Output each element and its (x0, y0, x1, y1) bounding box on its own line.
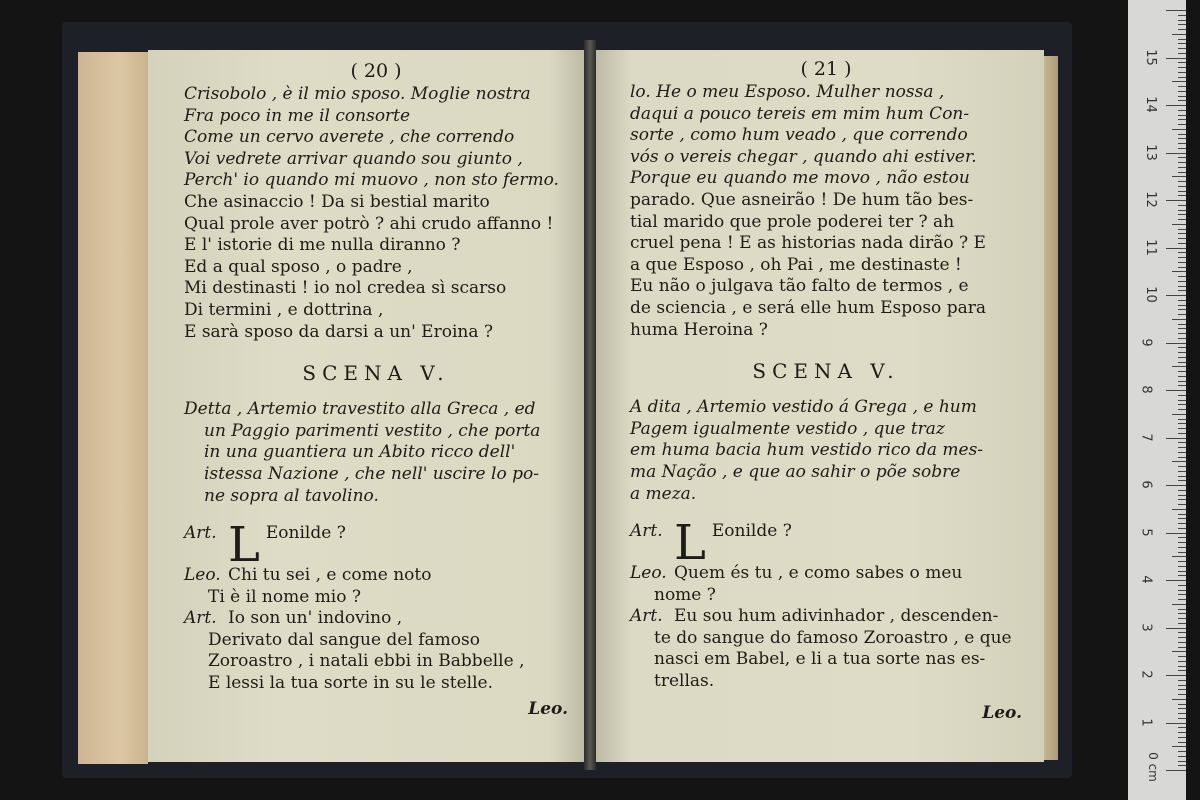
ruler-tick (1172, 746, 1186, 747)
stage-direction-line: em huma bacia hum vestido rico da mes- (630, 440, 984, 461)
dialogue-line (184, 630, 568, 652)
ruler-tick (1178, 157, 1186, 158)
text-line: tial marido que prole poderei ter ? ah (630, 211, 955, 232)
ruler-tick (1172, 461, 1186, 462)
ruler-tick (1172, 699, 1186, 700)
ruler-tick (1178, 566, 1186, 567)
ruler-tick (1178, 143, 1186, 144)
text-line: cruel pena ! E as historias nada dirão ? E (630, 233, 986, 254)
ruler-tick (1166, 770, 1186, 771)
stage-direction-line: A dita , Artemio vestido á Grega , e hum (630, 397, 977, 418)
ruler-tick (1178, 24, 1186, 25)
dialogue-line (184, 673, 568, 695)
ruler-tick (1166, 723, 1186, 724)
ruler-tick (1178, 96, 1186, 97)
scene-heading-right: SCENA V. (752, 359, 900, 384)
ruler-tick (1172, 509, 1186, 510)
ruler-tick (1178, 381, 1186, 382)
ruler-tick (1178, 53, 1186, 54)
ruler-tick (1178, 400, 1186, 401)
ruler-number: 1 (1138, 717, 1154, 727)
ruler-tick (1178, 666, 1186, 667)
ruler-tick (1178, 751, 1186, 752)
ruler-tick (1166, 390, 1186, 391)
dialogue-text: te do sangue do famoso Zoroastro , e que (654, 627, 1012, 648)
dialogue-text: Zoroastro , i natali ebbi in Babbelle , (208, 651, 525, 672)
ruler-tick (1178, 357, 1186, 358)
ruler-tick (1178, 490, 1186, 491)
text-line: Mi destinasti ! io nol credea sì scarso (184, 278, 507, 299)
ruler-tick (1178, 347, 1186, 348)
ruler-tick (1178, 457, 1186, 458)
ruler-number: 12 (1142, 191, 1158, 208)
speaker-label: Leo. (630, 563, 667, 584)
stage-direction-line: in una guantiera un Abito ricco dell' (204, 442, 516, 463)
ruler-tick (1178, 257, 1186, 258)
dialogue-line (630, 563, 1022, 585)
ruler-tick (1178, 362, 1186, 363)
ruler-number: 10 (1142, 286, 1158, 303)
dialogue-line (630, 649, 1022, 671)
ruler-tick (1178, 542, 1186, 543)
ruler-tick (1178, 514, 1186, 515)
ruler-tick (1178, 395, 1186, 396)
ruler-tick (1178, 518, 1186, 519)
ruler-tick (1178, 499, 1186, 500)
ruler-tick (1172, 224, 1186, 225)
ruler-tick (1178, 91, 1186, 92)
ruler-tick (1178, 419, 1186, 420)
ruler-tick (1178, 286, 1186, 287)
ruler-tick (1178, 537, 1186, 538)
dialogue-text: Eu sou hum adivinhador , descenden- (674, 606, 999, 627)
left-page (148, 50, 584, 762)
text-line: E l' istorie di me nulla diranno ? (184, 235, 461, 256)
text-line: Fra poco in me il consorte (184, 105, 411, 126)
ruler-unit-label: 0 cm (1145, 752, 1160, 782)
ruler-tick (1178, 219, 1186, 220)
dialogue-line (630, 606, 1022, 628)
ruler-tick (1178, 86, 1186, 87)
ruler-tick (1172, 366, 1186, 367)
ruler-number: 13 (1142, 143, 1158, 161)
text-line: lo. He o meu Esposo. Mulher nossa , (630, 82, 945, 102)
dialogue-line (184, 587, 568, 609)
text-line: huma Heroina ? (630, 319, 768, 340)
ruler-tick (1172, 81, 1186, 82)
ruler-tick (1178, 765, 1186, 766)
catchword-right: Leo. (982, 702, 1022, 723)
book-gutter (584, 40, 596, 770)
dialogue-line (184, 565, 568, 587)
ruler-tick (1172, 34, 1186, 35)
text-line: daqui a pouco tereis em mim hum Con- (630, 103, 970, 124)
ruler-tick (1178, 737, 1186, 738)
ruler-tick (1166, 153, 1186, 154)
ruler-tick (1178, 77, 1186, 78)
text-line: Qual prole aver potrò ? ahi crudo affanno ! (184, 213, 554, 234)
ruler-number: 6 (1138, 480, 1154, 489)
ruler-tick (1178, 385, 1186, 386)
dialogue-line (630, 585, 1022, 607)
text-line: Di termini , e dottrina , (184, 299, 384, 320)
text-line: Che asinaccio ! Da si bestial marito (184, 191, 490, 212)
ruler-tick (1178, 685, 1186, 686)
ruler-tick (1178, 718, 1186, 719)
ruler-tick (1178, 309, 1186, 310)
ruler-tick (1166, 533, 1186, 534)
text-line: a que Esposo , oh Pai , me destinaste ! (630, 254, 962, 275)
dialogue-text: nasci em Babel, e li a tua sorte nas es- (654, 649, 986, 670)
ruler-tick (1178, 694, 1186, 695)
ruler-tick (1178, 172, 1186, 173)
ruler-tick (1178, 632, 1186, 633)
drop-capital: L (228, 517, 260, 574)
ruler-tick (1172, 176, 1186, 177)
ruler-tick (1178, 162, 1186, 163)
ruler-tick (1178, 433, 1186, 434)
ruler-tick (1178, 15, 1186, 16)
scene-heading-left: SCENA V. (302, 361, 450, 386)
ruler-number: 3 (1138, 622, 1154, 632)
ruler-tick (1178, 300, 1186, 301)
ruler-tick (1178, 594, 1186, 595)
ruler-tick (1178, 138, 1186, 139)
ruler-tick (1166, 248, 1186, 249)
dialogue-text: Eonilde ? (265, 523, 346, 544)
ruler-tick (1178, 680, 1186, 681)
ruler-tick (1178, 742, 1186, 743)
stage-direction-right (630, 397, 1022, 505)
ruler-tick (1166, 580, 1186, 581)
ruler-tick (1178, 761, 1186, 762)
ruler-tick (1178, 713, 1186, 714)
ruler-number: 2 (1138, 670, 1154, 679)
ruler-tick (1178, 20, 1186, 21)
ruler-tick (1178, 148, 1186, 149)
dialogue-text: Eonilde ? (711, 521, 792, 542)
dialogue-text: Quem és tu , e como sabes o meu (674, 563, 963, 584)
text-line: vós o vereis chegar , quando ahi estiver. (630, 146, 977, 167)
ruler-tick (1178, 428, 1186, 429)
ruler-tick (1178, 561, 1186, 562)
ruler-tick (1178, 585, 1186, 586)
ruler-tick (1178, 447, 1186, 448)
ruler-tick (1178, 670, 1186, 671)
ruler-tick (1178, 338, 1186, 339)
ruler-tick (1178, 732, 1186, 733)
dialogue-line (184, 651, 568, 673)
ruler-number: 11 (1142, 238, 1158, 256)
speaker-label: Art. (184, 608, 217, 629)
ruler-tick (1178, 281, 1186, 282)
ruler-tick (1178, 195, 1186, 196)
text-line: Porque eu quando me movo , não estou (630, 168, 970, 189)
ruler-tick (1178, 186, 1186, 187)
ruler-tick (1178, 124, 1186, 125)
measuring-ruler (1128, 0, 1186, 800)
text-line: Ed a qual sposo , o padre , (184, 256, 413, 277)
stage-direction-line: Detta , Artemio travestito alla Greca , ed (184, 399, 536, 420)
ruler-tick (1178, 466, 1186, 467)
ruler-tick (1166, 675, 1186, 676)
ruler-tick (1178, 656, 1186, 657)
ruler-tick (1178, 328, 1186, 329)
ruler-tick (1178, 609, 1186, 610)
ruler-tick (1172, 604, 1186, 605)
ruler-tick (1178, 575, 1186, 576)
ruler-number: 5 (1138, 527, 1154, 537)
ruler-number: 15 (1142, 48, 1158, 66)
ruler-tick (1178, 191, 1186, 192)
stage-direction-line: ma Nação , e que ao sahir o põe sobre (630, 461, 961, 482)
ruler-tick (1178, 442, 1186, 443)
ruler-tick (1178, 376, 1186, 377)
ruler-tick (1172, 651, 1186, 652)
ruler-number: 14 (1142, 96, 1158, 113)
ruler-tick (1178, 547, 1186, 548)
left-verse-block (184, 84, 568, 343)
ruler-tick (1172, 556, 1186, 557)
stage-direction-line: ne sopra al tavolino. (204, 485, 379, 506)
ruler-tick (1178, 476, 1186, 477)
ruler-tick (1178, 48, 1186, 49)
text-line: de sciencia , e será elle hum Esposo para (630, 297, 986, 318)
ruler-tick (1166, 628, 1186, 629)
ruler-number: 9 (1138, 337, 1154, 347)
ruler-tick (1178, 181, 1186, 182)
ruler-tick (1178, 238, 1186, 239)
ruler-tick (1166, 10, 1186, 11)
stage-direction-left (184, 399, 568, 507)
page-edge-left (78, 52, 148, 764)
ruler-tick (1178, 290, 1186, 291)
text-line: Crisobolo , è il mio sposo. Moglie nostra (184, 84, 531, 104)
stage-direction-line: un Paggio parimenti vestito , che porta (204, 420, 541, 441)
ruler-tick (1178, 67, 1186, 68)
ruler-tick (1178, 642, 1186, 643)
speaker-label: Art. (630, 521, 663, 542)
ruler-tick (1178, 480, 1186, 481)
ruler-tick (1178, 252, 1186, 253)
ruler-tick (1178, 72, 1186, 73)
ruler-tick (1178, 314, 1186, 315)
ruler-number: 7 (1138, 432, 1154, 442)
ruler-number: 8 (1138, 385, 1154, 394)
text-line: parado. Que asneirão ! De hum tão bes- (630, 189, 974, 210)
ruler-tick (1178, 167, 1186, 168)
ruler-tick (1178, 352, 1186, 353)
catchword-left: Leo. (528, 698, 568, 719)
ruler-tick (1178, 205, 1186, 206)
stage-direction-line: Pagem igualmente vestido , que traz (630, 418, 945, 439)
ruler-tick (1178, 571, 1186, 572)
ruler-tick (1178, 210, 1186, 211)
ruler-tick (1178, 262, 1186, 263)
ruler-tick (1178, 409, 1186, 410)
dialogue-line (184, 517, 568, 574)
dialogue-text: Derivato dal sangue del famoso (208, 629, 480, 650)
drop-capital: L (674, 515, 706, 572)
right-page (596, 50, 1044, 762)
ruler-tick (1172, 414, 1186, 415)
ruler-tick (1172, 319, 1186, 320)
ruler-tick (1178, 495, 1186, 496)
ruler-tick (1178, 708, 1186, 709)
ruler-tick (1178, 689, 1186, 690)
ruler-tick (1178, 333, 1186, 334)
ruler-tick (1178, 43, 1186, 44)
ruler-tick (1178, 727, 1186, 728)
ruler-tick (1178, 100, 1186, 101)
ruler-tick (1178, 528, 1186, 529)
dialogue-line (630, 671, 1022, 693)
dialogue-line (184, 608, 568, 630)
right-prose-block (630, 82, 1022, 341)
ruler-tick (1178, 229, 1186, 230)
ruler-tick (1178, 704, 1186, 705)
text-line: E sarà sposo da darsi a un' Eroina ? (184, 321, 493, 342)
ruler-tick (1172, 271, 1186, 272)
text-line: Perch' io quando mi muovo , non sto fermo. (184, 170, 559, 191)
stage-direction-line: a meza. (630, 483, 697, 504)
dialogue-text: Ti è il nome mio ? (208, 586, 361, 607)
text-line: Eu não o julgava tão falto de termos , e (630, 276, 969, 297)
dialogue-left (184, 517, 568, 695)
page-number-right: ( 21 ) (800, 58, 852, 80)
ruler-tick (1178, 115, 1186, 116)
ruler-tick (1178, 647, 1186, 648)
ruler-tick (1178, 523, 1186, 524)
ruler-tick (1178, 276, 1186, 277)
ruler-tick (1178, 590, 1186, 591)
ruler-tick (1178, 404, 1186, 405)
ruler-tick (1178, 552, 1186, 553)
ruler-tick (1178, 599, 1186, 600)
dialogue-line (630, 628, 1022, 650)
ruler-tick (1178, 423, 1186, 424)
dialogue-text: nome ? (654, 584, 716, 605)
dialogue-text: Chi tu sei , e come noto (228, 565, 432, 586)
ruler-tick (1178, 110, 1186, 111)
page-number-left: ( 20 ) (350, 60, 402, 82)
ruler-number: 4 (1138, 575, 1154, 584)
dialogue-right (630, 515, 1022, 693)
ruler-tick (1178, 305, 1186, 306)
speaker-label: Art. (184, 523, 217, 544)
ruler-tick (1178, 324, 1186, 325)
ruler-tick (1178, 243, 1186, 244)
ruler-tick (1172, 129, 1186, 130)
ruler-tick (1178, 267, 1186, 268)
ruler-tick (1178, 613, 1186, 614)
page-edge-right (1044, 56, 1058, 760)
dialogue-line (630, 515, 1022, 572)
ruler-tick (1178, 756, 1186, 757)
ruler-tick (1178, 452, 1186, 453)
ruler-tick (1178, 661, 1186, 662)
ruler-tick (1178, 39, 1186, 40)
dialogue-text: trellas. (654, 671, 715, 692)
ruler-tick (1166, 485, 1186, 486)
ruler-tick (1178, 371, 1186, 372)
ruler-tick (1178, 29, 1186, 30)
ruler-tick (1178, 618, 1186, 619)
speaker-label: Art. (630, 606, 663, 627)
dialogue-text: Io son un' indovino , (228, 608, 403, 629)
ruler-tick (1178, 214, 1186, 215)
ruler-tick (1166, 343, 1186, 344)
ruler-tick (1166, 438, 1186, 439)
ruler-tick (1166, 200, 1186, 201)
ruler-tick (1178, 233, 1186, 234)
text-line: Come un cervo averete , che correndo (184, 127, 515, 148)
ruler-tick (1178, 119, 1186, 120)
dialogue-text: E lessi la tua sorte in su le stelle. (208, 673, 493, 694)
ruler-tick (1166, 105, 1186, 106)
ruler-tick (1178, 62, 1186, 63)
ruler-tick (1178, 471, 1186, 472)
ruler-tick (1166, 58, 1186, 59)
ruler-tick (1178, 504, 1186, 505)
stage-direction-line: istessa Nazione , che nell' uscire lo po- (204, 463, 539, 484)
ruler-tick (1178, 623, 1186, 624)
ruler-tick (1166, 295, 1186, 296)
text-line: Voi vedrete arrivar quando sou giunto , (184, 148, 523, 169)
speaker-label: Leo. (184, 565, 221, 586)
text-line: sorte , como hum veado , que correndo (630, 125, 968, 146)
ruler-tick (1178, 134, 1186, 135)
ruler-tick (1178, 637, 1186, 638)
